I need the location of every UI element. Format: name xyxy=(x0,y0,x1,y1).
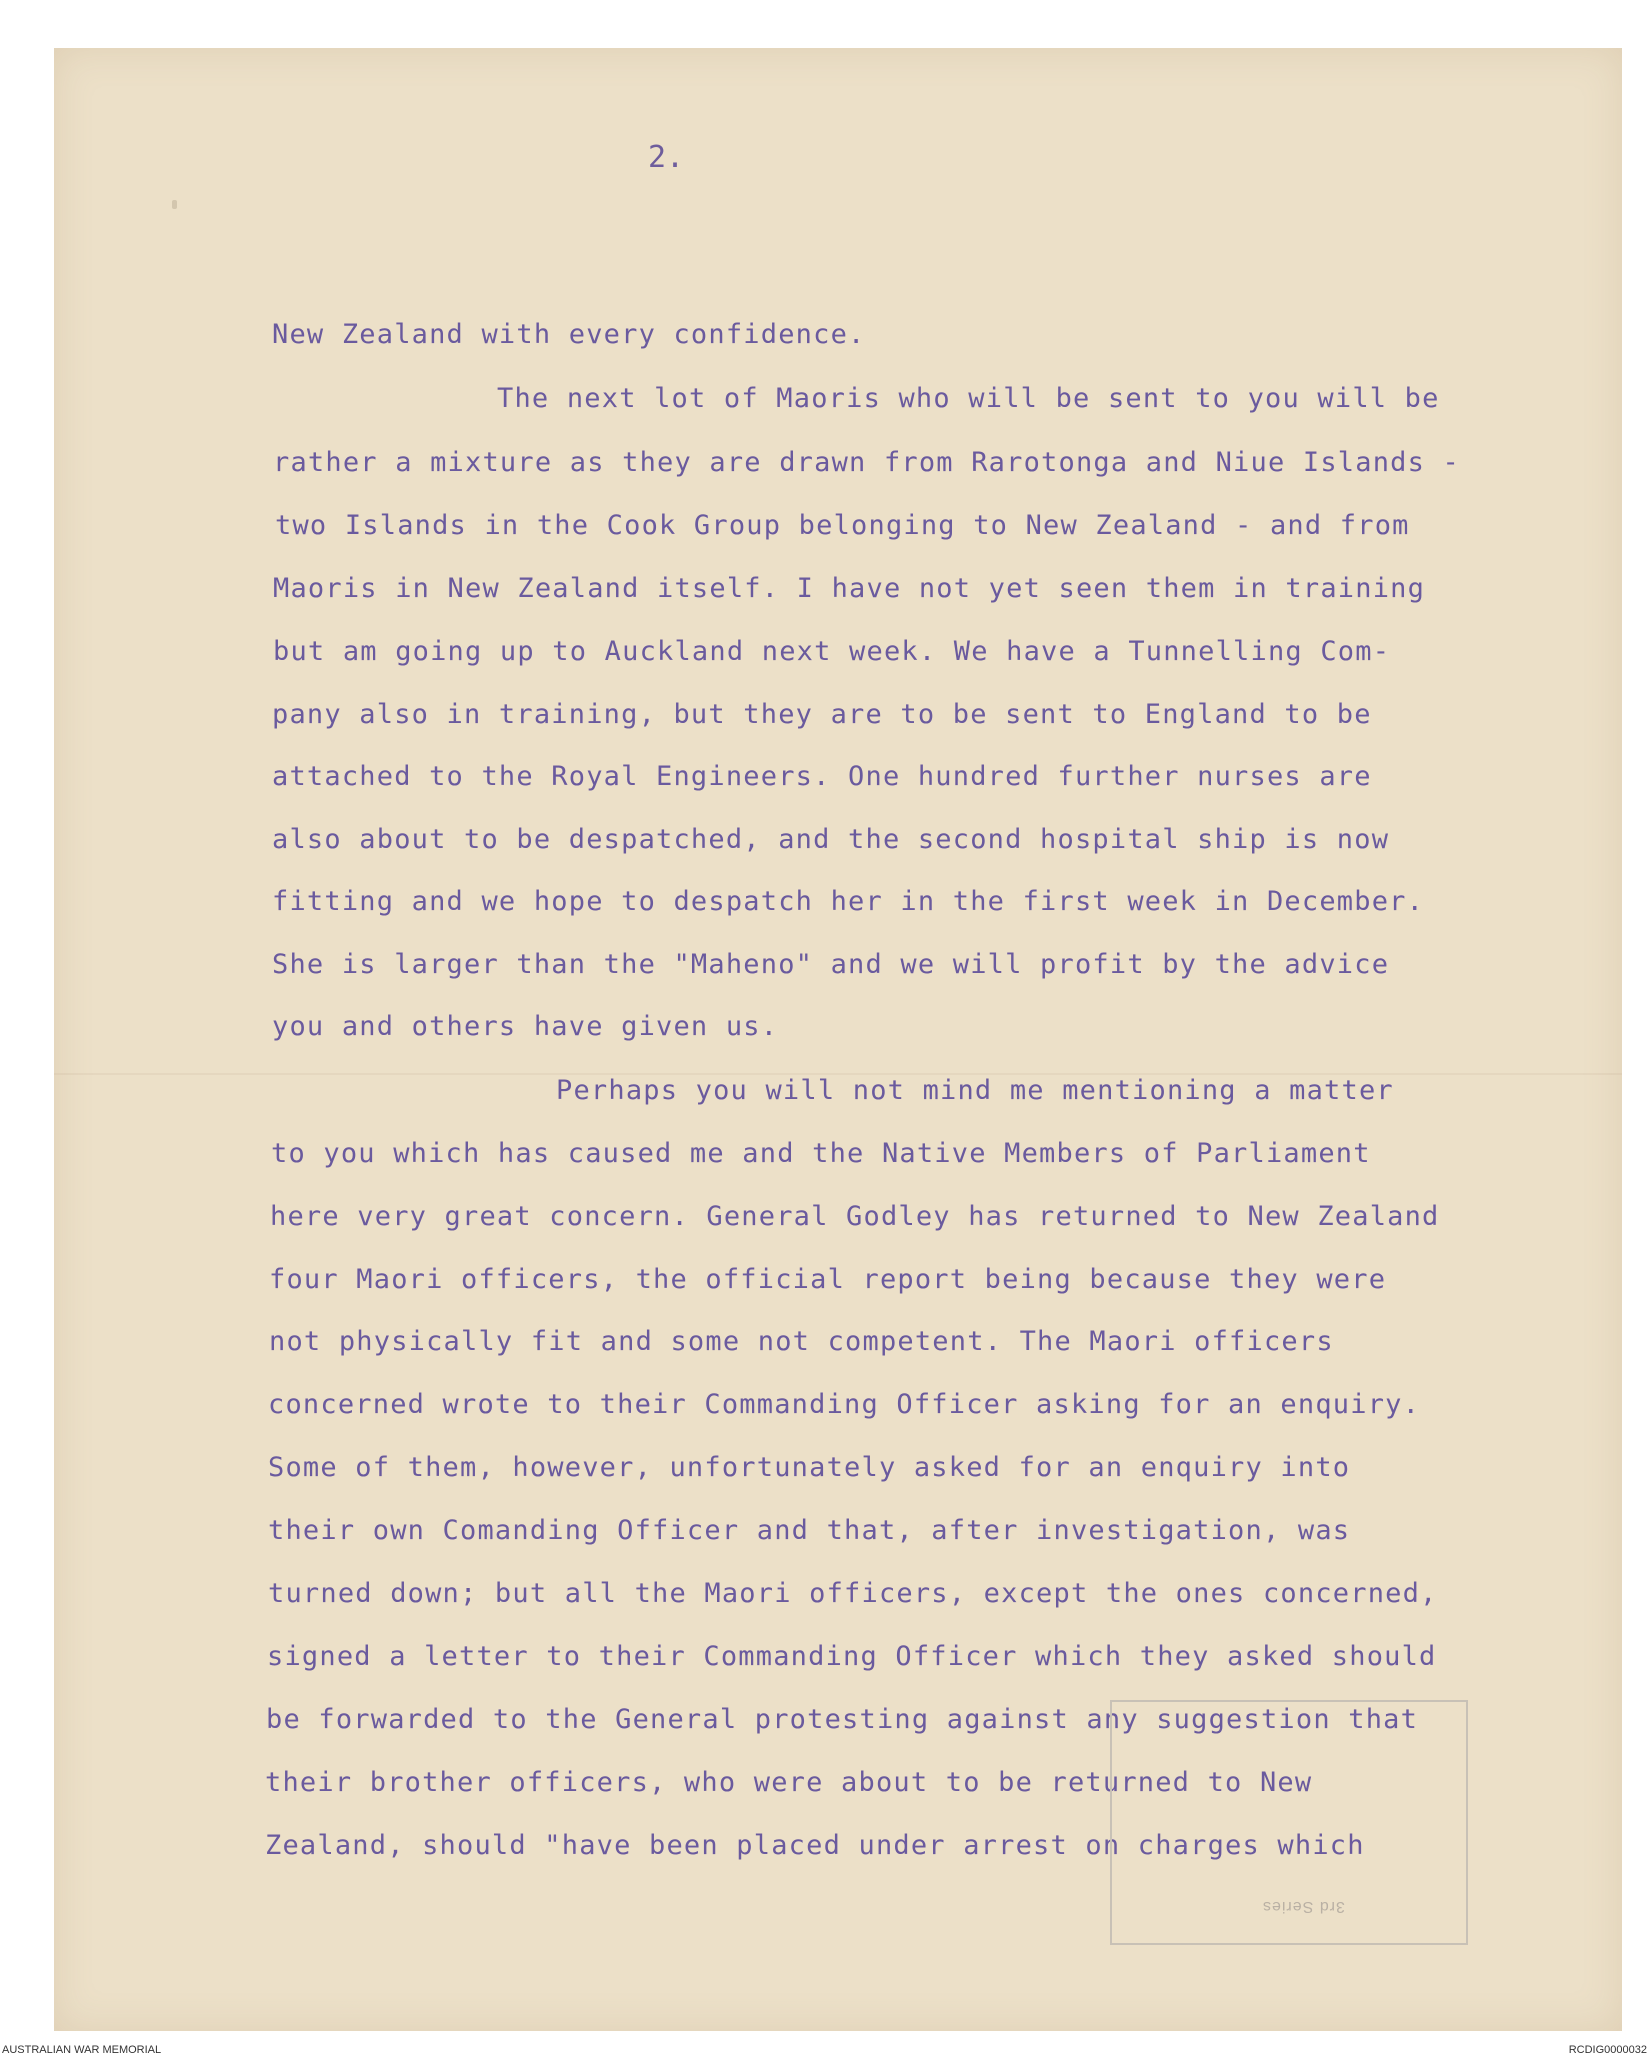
text-line: here very great concern. General Godley has returned to New Zealand xyxy=(270,1201,1440,1232)
text-line: their brother officers, who were about to be returned to New xyxy=(265,1767,1313,1798)
text-line: concerned wrote to their Commanding Officer asking for an enquiry. xyxy=(268,1389,1421,1420)
stamp-label: 3rd Series xyxy=(1262,1898,1345,1915)
text-line: Zealand, should "have been placed under arrest on charges which xyxy=(265,1830,1365,1861)
text-line: She is larger than the "Maheno" and we will profit by the advice xyxy=(272,949,1390,980)
text-line: Maoris in New Zealand itself. I have not yet seen them in training xyxy=(273,573,1426,604)
text-line: fitting and we hope to despatch her in the first week in December. xyxy=(272,886,1425,917)
archive-stamp xyxy=(1110,1700,1468,1945)
text-line: pany also in training, but they are to be sent to England to be xyxy=(272,699,1372,730)
text-line: but am going up to Auckland next week. We have a Tunnelling Com- xyxy=(273,636,1391,667)
text-line: New Zealand with every confidence. xyxy=(272,319,866,350)
text-line: signed a letter to their Commanding Officer which they asked should xyxy=(267,1641,1437,1672)
text-line: four Maori officers, the official report being because they were xyxy=(269,1264,1387,1295)
text-line: turned down; but all the Maori officers, except the ones concerned, xyxy=(268,1578,1438,1609)
text-line: not physically fit and some not competent. The Maori officers xyxy=(269,1326,1334,1357)
text-line: two Islands in the Cook Group belonging to New Zealand - and from xyxy=(275,510,1410,541)
text-line: their own Comanding Officer and that, after investigation, was xyxy=(268,1515,1351,1546)
text-line: you and others have given us. xyxy=(272,1011,779,1042)
text-line: The next lot of Maoris who will be sent to you will be xyxy=(497,383,1440,414)
footer-archive-name: AUSTRALIAN WAR MEMORIAL xyxy=(2,2044,162,2056)
text-line: attached to the Royal Engineers. One hundred further nurses are xyxy=(272,761,1372,792)
text-line: Perhaps you will not mind me mentioning a matter xyxy=(556,1075,1394,1106)
page-number: 2. xyxy=(648,140,685,175)
footer-record-id: RCDIG0000032 xyxy=(1568,2044,1647,2056)
text-line: Some of them, however, unfortunately asked for an enquiry into xyxy=(268,1452,1351,1483)
text-line: also about to be despatched, and the second hospital ship is now xyxy=(272,824,1390,855)
paper-mark xyxy=(172,200,177,209)
text-line: rather a mixture as they are drawn from Rarotonga and Niue Islands - xyxy=(273,447,1460,478)
text-line: be forwarded to the General protesting against any suggestion that xyxy=(266,1704,1419,1735)
text-line: to you which has caused me and the Native Members of Parliament xyxy=(271,1138,1371,1169)
